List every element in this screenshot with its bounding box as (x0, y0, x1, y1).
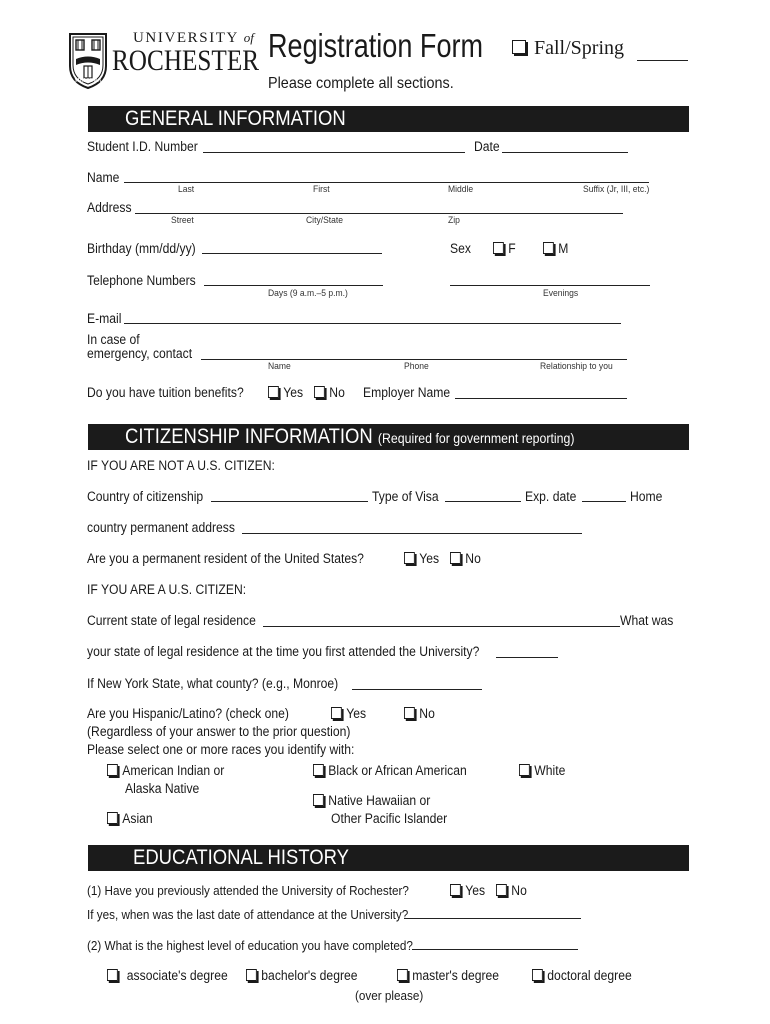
checkbox[interactable] (246, 969, 257, 981)
section-title: EDUCATIONAL HISTORY (133, 846, 349, 869)
tuition-benefits-label: Do you have tuition benefits? (87, 385, 244, 400)
option-label: F (508, 241, 516, 256)
hispanic-yes-option[interactable] (331, 706, 366, 722)
checkbox[interactable] (107, 969, 118, 981)
term-option[interactable] (512, 37, 624, 59)
educational-history-header (88, 845, 689, 871)
checkbox[interactable] (268, 386, 279, 398)
telephone-evenings-field[interactable] (450, 285, 650, 286)
sex-m-option[interactable] (543, 241, 568, 257)
race-black-option[interactable] (313, 763, 467, 779)
checkbox[interactable] (493, 242, 504, 254)
employer-name-field[interactable] (455, 398, 627, 399)
race-hawaiian-option[interactable] (313, 793, 430, 809)
highest-education-label: (2) What is the highest level of education you have completed? (87, 938, 413, 953)
current-state-label: Current state of legal residence (87, 613, 256, 628)
tuition-no-option[interactable] (314, 385, 345, 401)
pr-yes-option[interactable] (404, 551, 439, 567)
first-attended-state-field[interactable] (496, 657, 558, 658)
race-american-indian-option[interactable] (107, 763, 224, 779)
option-label: master's degree (412, 968, 500, 983)
student-id-label: Student I.D. Number (87, 139, 198, 154)
option-label: White (534, 763, 566, 778)
checkbox[interactable] (107, 764, 118, 776)
option-label: M (558, 241, 569, 256)
tuition-yes-option[interactable] (268, 385, 303, 401)
checkbox[interactable] (314, 386, 325, 398)
address-zip-hint: Zip (448, 215, 460, 226)
student-id-field[interactable] (203, 152, 465, 153)
address-city-hint: City/State (306, 215, 344, 226)
checkbox[interactable] (331, 707, 342, 719)
birthday-field[interactable] (202, 253, 382, 254)
seal-motto: MELIORA (74, 78, 102, 84)
general-information-header (88, 106, 689, 132)
race-hawaiian-label-2: Other Pacific Islander (331, 811, 448, 826)
option-label: No (419, 706, 435, 721)
option-label: Yes (465, 883, 486, 898)
section-note: (Required for government reporting) (377, 430, 575, 446)
highest-education-field[interactable] (412, 949, 578, 950)
sex-f-option[interactable] (493, 241, 516, 257)
emergency-label-2: emergency, contact (87, 346, 193, 361)
home-address-label: country permanent address (87, 520, 235, 535)
checkbox[interactable] (496, 884, 507, 896)
checkbox[interactable] (519, 764, 530, 776)
degree-bachelor-option[interactable] (246, 968, 358, 984)
exp-date-field[interactable] (582, 501, 626, 502)
name-first-hint: First (313, 184, 330, 195)
country-label: Country of citizenship (87, 489, 204, 504)
checkbox[interactable] (450, 552, 461, 564)
name-suffix-hint: Suffix (Jr, III, etc.) (583, 184, 650, 195)
option-label: Black or African American (328, 763, 467, 778)
telephone-label: Telephone Numbers (87, 273, 196, 288)
sex-label: Sex (450, 241, 471, 256)
telephone-days-field[interactable] (204, 285, 383, 286)
date-field[interactable] (502, 152, 628, 153)
option-label: No (465, 551, 481, 566)
last-attendance-label: If yes, when was the last date of attendance at the University? (87, 907, 409, 922)
over-please-note: (over please) (355, 988, 424, 1003)
degree-master-option[interactable] (397, 968, 499, 984)
pr-no-option[interactable] (450, 551, 481, 567)
checkbox[interactable] (397, 969, 408, 981)
option-label: American Indian or (122, 763, 225, 778)
name-field[interactable] (124, 182, 649, 183)
checkbox[interactable] (107, 812, 118, 824)
checkbox[interactable] (313, 764, 324, 776)
name-middle-hint: Middle (448, 184, 474, 195)
non-us-citizen-heading: IF YOU ARE NOT A U.S. CITIZEN: (87, 458, 275, 473)
degree-associate-option[interactable] (107, 968, 228, 984)
us-citizen-heading: IF YOU ARE A U.S. CITIZEN: (87, 582, 247, 597)
term-line[interactable] (637, 60, 688, 61)
university-of: of (243, 30, 254, 45)
checkbox[interactable] (404, 552, 415, 564)
telephone-days-hint: Days (9 a.m.–5 p.m.) (268, 288, 348, 299)
hispanic-label: Are you Hispanic/Latino? (check one) (87, 706, 289, 721)
checkbox[interactable] (532, 969, 543, 981)
form-instructions: Please complete all sections. (268, 75, 454, 92)
name-label: Name (87, 170, 120, 185)
email-label: E-mail (87, 311, 122, 326)
option-label: Yes (419, 551, 440, 566)
option-label: Native Hawaiian or (328, 793, 431, 808)
visa-label: Type of Visa (372, 489, 439, 504)
checkbox[interactable] (404, 707, 415, 719)
race-white-option[interactable] (519, 763, 565, 779)
home-label: Home (630, 489, 663, 504)
home-address-field[interactable] (242, 533, 582, 534)
name-last-hint: Last (178, 184, 195, 195)
checkbox[interactable] (450, 884, 461, 896)
current-state-field[interactable] (263, 626, 620, 627)
option-label: associate's degree (126, 968, 228, 983)
last-attendance-field[interactable] (404, 918, 581, 919)
citizenship-information-header (88, 424, 689, 450)
option-label: Asian (122, 811, 153, 826)
emergency-phone-hint: Phone (404, 361, 429, 372)
what-was-label: What was (620, 613, 674, 628)
emergency-relationship-hint: Relationship to you (540, 361, 613, 372)
attended-yes-option[interactable] (450, 883, 485, 899)
exp-date-label: Exp. date (525, 489, 577, 504)
option-label: Yes (346, 706, 367, 721)
ny-county-label: If New York State, what county? (e.g., Monroe) (87, 676, 339, 691)
birthday-label: Birthday (mm/dd/yy) (87, 241, 196, 256)
emergency-name-hint: Name (268, 361, 291, 372)
visa-field[interactable] (445, 501, 521, 502)
select-races-label: Please select one or more races you identify with: (87, 742, 355, 757)
date-label: Date (474, 139, 500, 154)
address-field[interactable] (135, 213, 623, 214)
degree-doctoral-option[interactable] (532, 968, 632, 984)
term-label: Fall/Spring (534, 37, 625, 59)
race-american-indian-label-2: Alaska Native (125, 781, 200, 796)
option-label: No (329, 385, 345, 400)
address-street-hint: Street (171, 215, 194, 226)
previously-attended-label: (1) Have you previously attended the University of Rochester? (87, 883, 409, 898)
emergency-label-1: In case of (87, 332, 140, 347)
option-label: bachelor's degree (261, 968, 358, 983)
option-label: Yes (283, 385, 304, 400)
regardless-note: (Regardless of your answer to the prior question) (87, 724, 351, 739)
attended-no-option[interactable] (496, 883, 527, 899)
emergency-contact-field[interactable] (201, 359, 627, 360)
permanent-resident-label: Are you a permanent resident of the United States? (87, 551, 364, 566)
university-name: ROCHESTER (112, 44, 260, 77)
telephone-evenings-hint: Evenings (543, 288, 579, 299)
university-line: UNIVERSITY (133, 30, 239, 46)
ny-county-field[interactable] (352, 689, 482, 690)
employer-name-label: Employer Name (363, 385, 451, 400)
option-label: No (511, 883, 527, 898)
country-field[interactable] (211, 501, 368, 502)
term-checkbox[interactable] (512, 40, 526, 54)
section-title: GENERAL INFORMATION (125, 107, 346, 130)
race-asian-option[interactable] (107, 811, 153, 827)
address-label: Address (87, 200, 132, 215)
option-label: doctoral degree (547, 968, 632, 983)
hispanic-no-option[interactable] (404, 706, 435, 722)
checkbox[interactable] (543, 242, 554, 254)
first-attended-state-label: your state of legal residence at the time you first attended the University? (87, 644, 480, 659)
section-title: CITIZENSHIP INFORMATION (125, 425, 373, 448)
checkbox[interactable] (313, 794, 324, 806)
form-title: Registration Form (268, 27, 484, 64)
email-field[interactable] (124, 323, 621, 324)
